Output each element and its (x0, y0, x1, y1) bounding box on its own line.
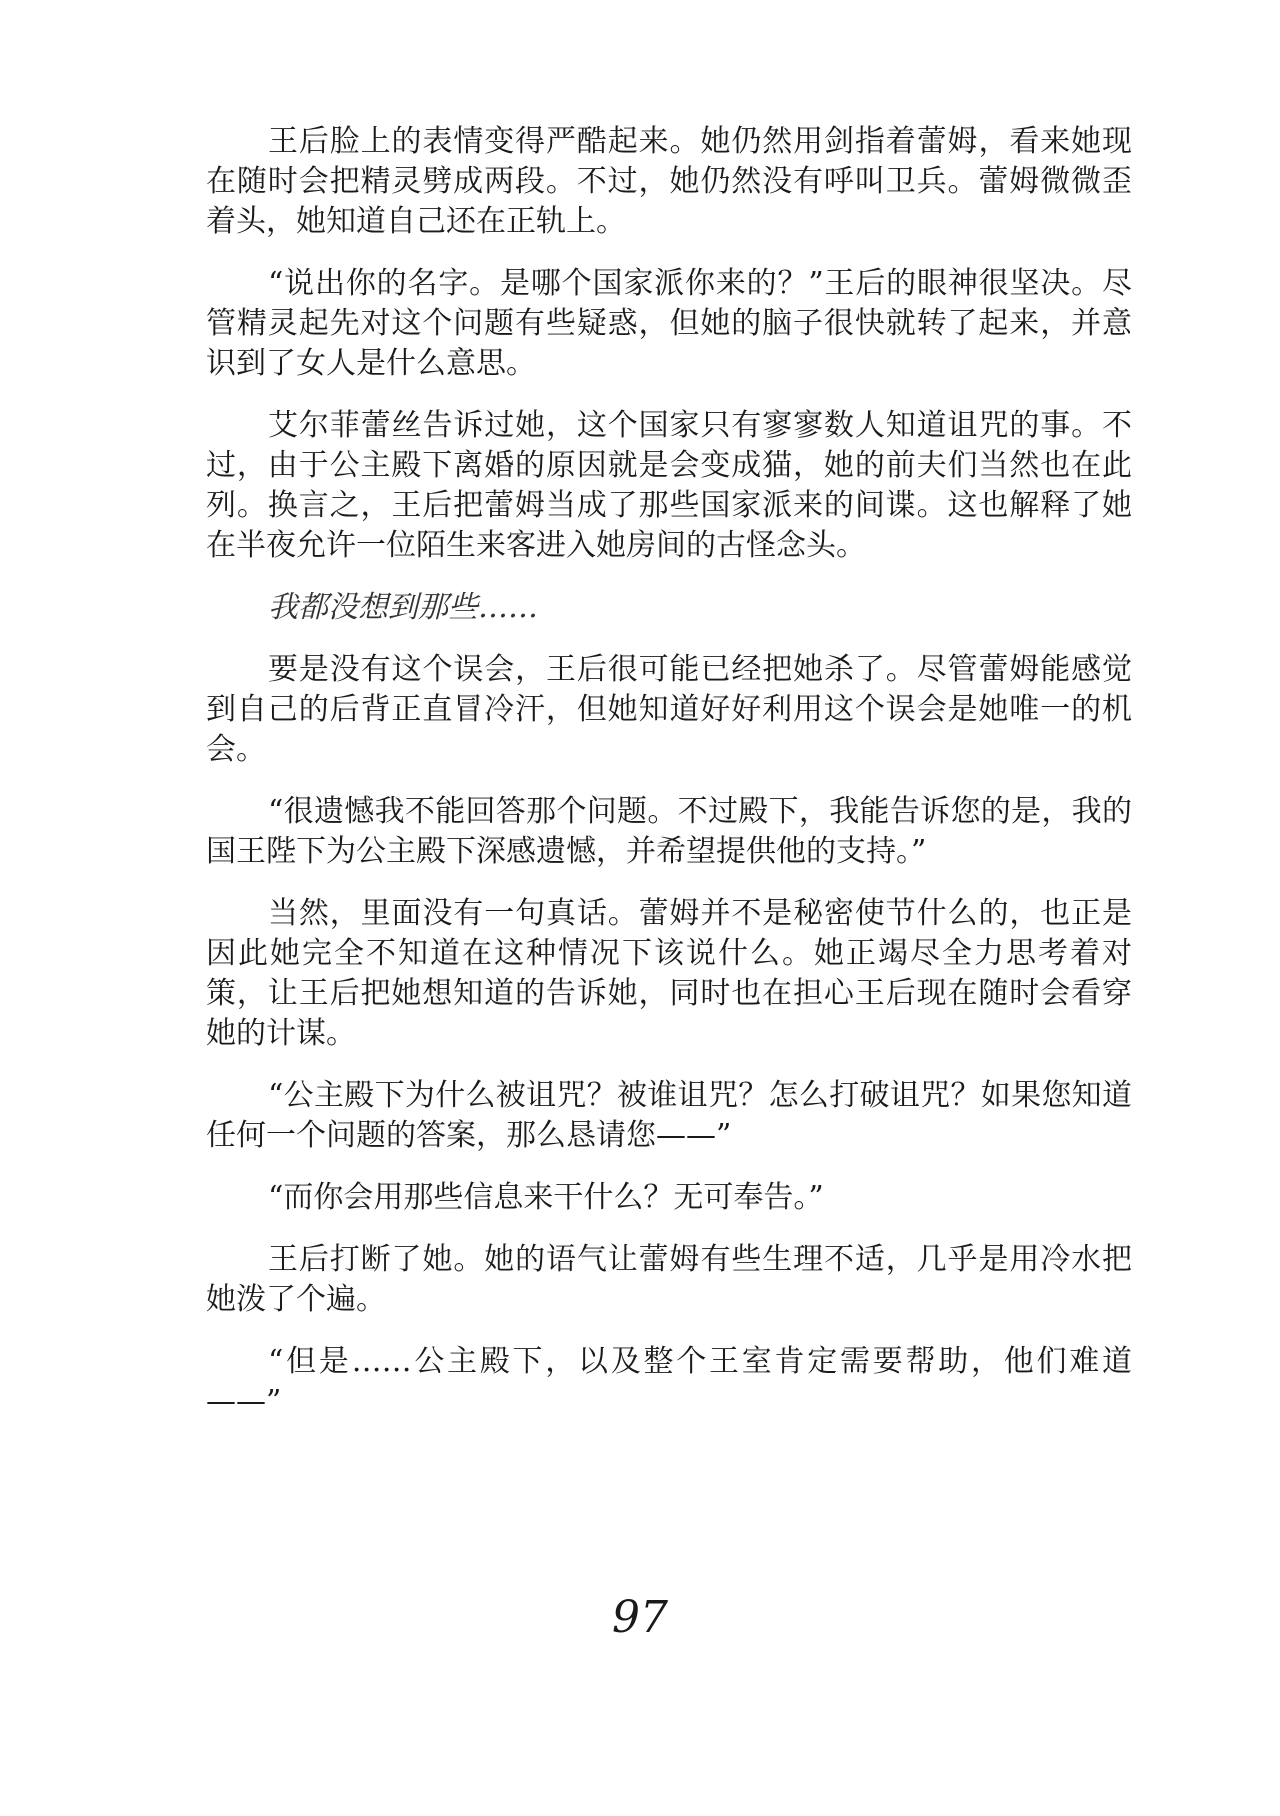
paragraph-11: “但是……公主殿下，以及整个王室肯定需要帮助，他们难道——” (206, 1344, 1132, 1419)
paragraph-6: “很遗憾我不能回答那个问题。不过殿下，我能告诉您的是，我的国王陛下为公主殿下深感遗憾，并希望提供他的支持。” (206, 794, 1132, 869)
paragraph-3: 艾尔菲蕾丝告诉过她，这个国家只有寥寥数人知道诅咒的事。不过，由于公主殿下离婚的原因就是会变成猫，她的前夫们当然也在此列。换言之，王后把蕾姆当成了那些国家派来的间谍。这也解释了她在半夜允许一位陌生来客进入她房间的古怪念头。 (206, 408, 1132, 563)
paragraph-1: 王后脸上的表情变得严酷起来。她仍然用剑指着蕾姆，看来她现在随时会把精灵劈成两段。不过，她仍然没有呼叫卫兵。蕾姆微微歪着头，她知道自己还在正轨上。 (206, 124, 1132, 239)
paragraph-10: 王后打断了她。她的语气让蕾姆有些生理不适，几乎是用冷水把她泼了个遍。 (206, 1242, 1132, 1317)
paragraph-2: “说出你的名字。是哪个国家派你来的？”王后的眼神很坚决。尽管精灵起先对这个问题有些疑惑，但她的脑子很快就转了起来，并意识到了女人是什么意思。 (206, 266, 1132, 381)
paragraph-4-inner-thought: 我都没想到那些…… (268, 590, 538, 625)
paragraph-8: “公主殿下为什么被诅咒？被谁诅咒？怎么打破诅咒？如果您知道任何一个问题的答案，那么恳请您——” (206, 1078, 1132, 1153)
paragraph-5: 要是没有这个误会，王后很可能已经把她杀了。尽管蕾姆能感觉到自己的后背正直冒冷汗，但她知道好好利用这个误会是她唯一的机会。 (206, 652, 1132, 767)
body-text (206, 122, 1132, 1444)
paragraph-7: 当然，里面没有一句真话。蕾姆并不是秘密使节什么的，也正是因此她完全不知道在这种情况下该说什么。她正竭尽全力思考着对策，让王后把她想知道的告诉她，同时也在担心王后现在随时会看穿她的计谋。 (206, 896, 1132, 1051)
paragraph-9: “而你会用那些信息来干什么？无可奉告。” (268, 1180, 824, 1215)
page-number: 97 (612, 1592, 668, 1643)
